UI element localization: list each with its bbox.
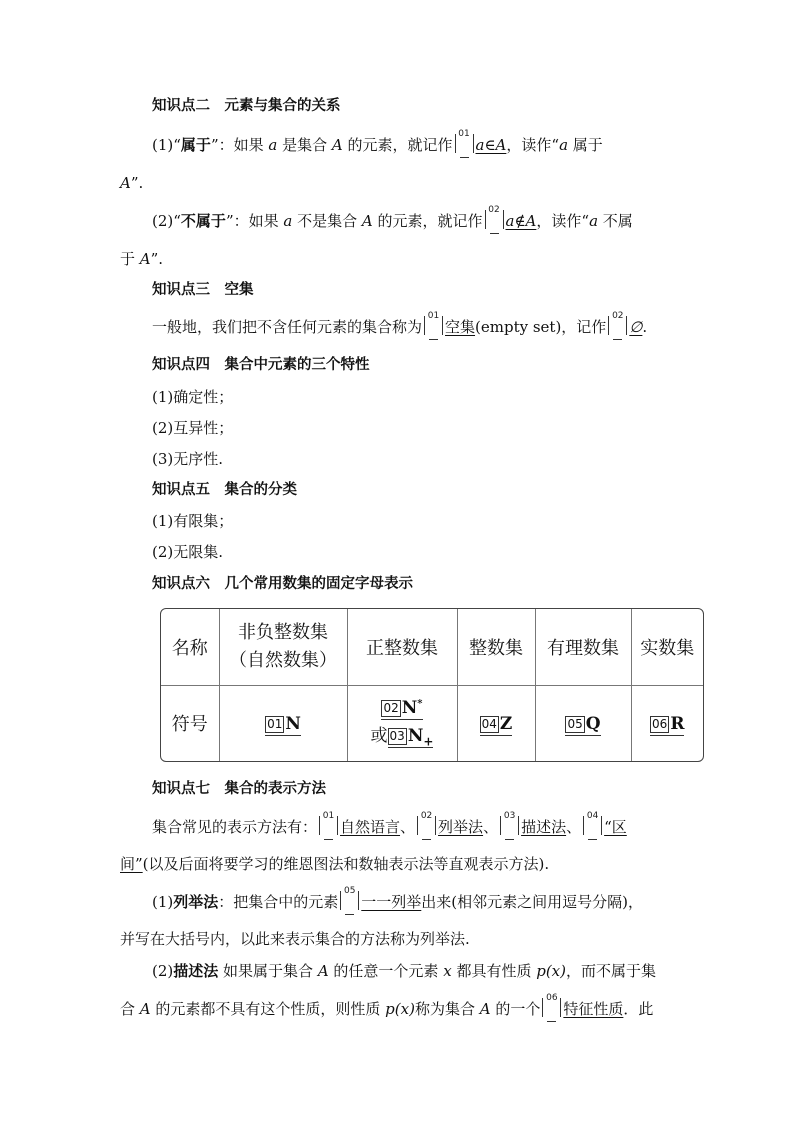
blank-number-box: 02: [417, 816, 436, 835]
list-item: (1)确定性；: [152, 388, 234, 406]
blank-number-box: 05: [340, 891, 359, 910]
blank-number-box: 06: [652, 716, 668, 731]
blank-number-box: 03: [500, 816, 519, 835]
table-cell: 有理数集: [535, 609, 631, 685]
answer-text: 列举法: [438, 818, 484, 836]
table-cell: 02 N* 或 03 $N_+$: [347, 685, 457, 761]
heading-kp3: 知识点三 空集: [152, 282, 254, 298]
table-cell: 06 R: [631, 685, 703, 761]
blank-number-box: 01: [267, 716, 283, 731]
blank-number-box: 01: [424, 316, 443, 335]
blank-number-box: 01: [455, 134, 474, 153]
kp7-paragraph-2-cont: 合 A 的元素都不具有这个性质，则性质 p(x)称为集合 A 的一个 06 特征性质．此: [120, 993, 654, 1018]
blank-number-box: 05: [567, 716, 583, 731]
table-cell: 01 N: [219, 685, 347, 761]
blank-number-box: 01: [319, 816, 338, 835]
list-item: (1)有限集；: [152, 512, 234, 530]
heading-kp5: 知识点五 集合的分类: [152, 482, 297, 498]
answer-text: a∉A: [505, 212, 537, 230]
blank-number-box: 06: [542, 998, 561, 1017]
blank-number-box: 02: [383, 701, 399, 716]
kp7-paragraph-1: (1)列举法：把集合中的元素 05 一一列举出来(相邻元素之间用逗号分隔)，: [152, 886, 644, 911]
list-item: (3)无序性.: [152, 450, 224, 468]
answer-text: 一一列举: [361, 893, 422, 911]
answer-text: 特征性质: [563, 1000, 624, 1018]
answer-text: a∈A: [475, 136, 507, 154]
table-cell: 名称: [161, 609, 219, 685]
blank-number-box: 04: [583, 816, 602, 835]
table-cell: 符号: [161, 685, 219, 761]
answer-text: 空集: [445, 318, 476, 336]
kp7-intro: 集合常见的表示方法有： 01 自然语言、 02 列举法、 03 描述法、 04 “区: [152, 811, 627, 836]
kp2-paragraph-1: (1)“属于”：如果 a 是集合 A 的元素，就记作 01 a∈A，读作“a 属于: [152, 129, 603, 154]
table-cell: 实数集: [631, 609, 703, 685]
blank-number-box: 04: [481, 716, 497, 731]
blank-number-box: 02: [485, 210, 504, 229]
table-cell: 非负整数集 （自然数集）: [219, 609, 347, 685]
heading-kp2: 知识点二 元素与集合的关系: [152, 98, 341, 114]
number-set-table: [160, 608, 704, 762]
list-item: (2)互异性；: [152, 419, 234, 437]
blank-number-box: 03: [389, 729, 405, 744]
kp2-paragraph-2-cont: 于 A”.: [120, 250, 164, 268]
kp7-paragraph-2: (2)描述法 如果属于集合 A 的任意一个元素 x 都具有性质 p(x)，而不属于集: [152, 962, 657, 980]
answer-text: ∅: [629, 318, 643, 336]
kp7-paragraph-1-cont: 并写在大括号内，以此来表示集合的方法称为列举法.: [120, 930, 470, 948]
kp2-paragraph-1-cont: A”.: [120, 174, 144, 192]
table-cell: 04 Z: [457, 685, 535, 761]
kp2-paragraph-2: (2)“不属于”：如果 a 不是集合 A 的元素，就记作 02 a∉A，读作“a 不属: [152, 205, 633, 230]
heading-kp6: 知识点六 几个常用数集的固定字母表示: [152, 576, 413, 592]
table-cell: 05 Q: [535, 685, 631, 761]
heading-kp7: 知识点七 集合的表示方法: [152, 781, 326, 797]
heading-kp4: 知识点四 集合中元素的三个特性: [152, 357, 370, 373]
kp7-intro-cont: 间”(以及后面将要学习的维恩图法和数轴表示法等直观表示方法).: [120, 855, 550, 873]
answer-text: “区: [604, 818, 627, 836]
table-cell: 整数集: [457, 609, 535, 685]
blank-number-box: 02: [608, 316, 627, 335]
kp3-paragraph: 一般地，我们把不含任何元素的集合称为 01 空集(empty set)，记作 02 ∅.: [152, 311, 648, 336]
table-cell: 正整数集: [347, 609, 457, 685]
list-item: (2)无限集.: [152, 543, 224, 561]
answer-text: 间”: [120, 855, 143, 873]
answer-text: 自然语言: [340, 818, 401, 836]
answer-text: 描述法: [521, 818, 567, 836]
